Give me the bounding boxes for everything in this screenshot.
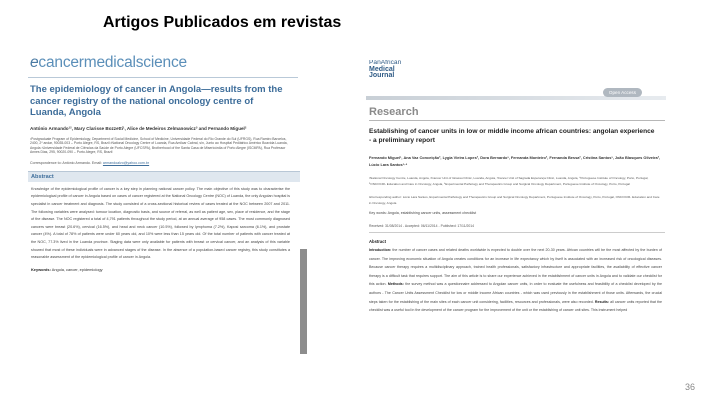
methods-text: the survey method was a questionnaire addressed to Angolan cancer units, in order to evaluate the usefulness and feasibility of a checklist developed by the authors - The Cancer Units Assessment Checklist for low or middle income African countries - which was used previously in the establishment of those units. Afterwards, the crucial steps taken for the establishing of the main sites of each cancer unit considering, facilities, resources and professionals, were also recorded. bbox=[369, 282, 662, 304]
logo-line-3: Journal bbox=[369, 72, 395, 80]
left-article-authors: António Armando¹², Mary Clarisse Bozzetti¹, Alice de Medeiros Zelmanowicz³ and Fernando Miguel² bbox=[30, 125, 247, 131]
dates-rule bbox=[369, 232, 665, 233]
left-article-correspondence bbox=[28, 161, 307, 166]
right-keywords: Key words: Angola, establishing cancer units, assessment checklist bbox=[369, 211, 477, 215]
page-number: 36 bbox=[685, 382, 696, 392]
left-abstract-heading: Abstract bbox=[28, 171, 300, 182]
keywords-value: Angola, cancer, epidemiology bbox=[51, 266, 103, 272]
logo-line-2: Medical bbox=[369, 65, 395, 73]
correspondence-label: Correspondence to: António Armando. Email: bbox=[30, 160, 102, 165]
methods-label: Methods: bbox=[387, 282, 404, 287]
results-text: all cancer units reported that the checklist was a useful tool in the development of the cancer program for the improvement of the unit or the establishing of cancer unit sites. This instrument helped bbox=[369, 299, 663, 313]
ecancer-journal-logo bbox=[28, 54, 307, 72]
header-rule bbox=[28, 77, 298, 78]
right-article-authors: Fernando Miguel¹, Ana Vaz Conceição², Lygia Vieira Lopes², Dora Bernardo³, Fernanda Monteiro², Fernanda Bessa², Cristina Santos³, João Blasques Oliveira², Lúcio Lara Santos¹·⁴ bbox=[369, 155, 661, 167]
intro-label: Introduction: bbox=[369, 248, 392, 252]
page-margin-bar bbox=[300, 249, 307, 354]
section-label: Research bbox=[369, 106, 419, 118]
results-label: Results: bbox=[594, 299, 610, 304]
left-keywords bbox=[28, 267, 307, 272]
journal-name: cancermedicalscience bbox=[38, 54, 187, 71]
right-dates: Received: 31/08/2014 - Accepted: 06/11/2014 - Published: 17/11/2014 bbox=[369, 224, 475, 228]
intro-text: the number of cancer cases and related deaths worldwide is expected to double over the next 20-30 years. African countries will be the most affected by the burden of cancer. The improving economic situation of Angola creates conditions for an increase in life expectancy which by itself is associated with an increased risk of oncological diseases. Because cancer therapy requires a multidisciplinary approach, trained health professionals, satisfactory infrastructure and appropriate facilities, the availability of effective cancer therapy is a difficult task that requires support. The aim of this article is to share our experience achieved in the establishment of cancer units in Angola and to validate our checklist for this action. bbox=[369, 248, 662, 287]
keywords-label: Keywords: bbox=[31, 266, 51, 272]
logo-line-1: PanAfrican bbox=[369, 60, 402, 66]
slide-title: Artigos Publicados em revistas bbox=[103, 14, 342, 31]
correspondence-email-link[interactable]: armandoalvo@yahoo.com.br bbox=[102, 160, 150, 165]
left-article-affiliations: ¹Postgraduate Program of Epidemiology, Department of Social Medicine, School of Medicine, Universidade Federal do Rio Grande do Sul (UFRGS), Rua Ramiro Barcelos, 2400, 2º andar, 90035-003 – Porto Alegre, RS, Brazil ²National Oncology Centre of Luanda, Rua Amilcar Cabral, s/n, Junto ao Hospital Pediátrico Américo Boavida Luanda, Angola ³Universidade Federal de Ciências da Saúde de Porto Alegre (UFCSPA), Brotherhood of the Santa Casa de Misericórdia of Porto Alegre (ISCMPA), Rua Professor Annes Dias, 295, 90020-090 – Porto Alegre, RS, Brazil bbox=[30, 136, 288, 155]
right-abstract-heading: Abstract bbox=[369, 239, 386, 244]
left-article-title: The epidemiology of cancer in Angola—results from the cancer registry of the national oncology centre of Luanda, Angola bbox=[30, 84, 283, 118]
right-article-affiliations: ¹National Oncology Centre, Luanda, Angola, ²Cancer Unit of Girassol Clinic, Luanda, Angola, ³Cancer Unit of Sagrada Esperança Clinic, Luanda, Angola, ⁴Portuguese Institute of Oncology, Porto, Portugal, ⁵ONCOCIR- Education and Care in Oncology, Angola, ⁶Experimental Pathology and Therapeutics Group and Surgical Oncology Department, Portuguese Institute of Oncology, Porto, Portugal bbox=[369, 176, 649, 187]
right-article-corresponding: &Corresponding author: Lúcio Lara Santos, Experimental Pathology and Therapeutics Group and Surgical Oncology Department, Portuguese Institute of Oncology, Porto, Portugal, ONCOCIR- Education and Care in Oncology, Angola bbox=[369, 194, 660, 205]
journal-prefix: e bbox=[30, 54, 39, 71]
right-abstract-text bbox=[366, 246, 662, 315]
left-abstract-text: Knowledge of the epidemiological profile of cancer is a key step in planning national cancer policy. The main objective of this study was to characterise the epidemiological profile of cancer in Angola based on cases of cancer registered at the National Oncology Centre (NOC) of Luanda, the only Angolan hospital is specialist in cancer treatment and diagnosis. The study consisted of a cross-sectional historical review of cases treated at the NOC between 2007 and 2011. The following variables were analysed: tumour location, diagnostic basis, and source of referral, as well as patient age, sex, place of residence, and the stage of the disease. The NOC registered a total of 4,791 patients throughout the study period, at an annual average of 958 cases. The most commonly diagnosed cancers were breast (20.6%), cervical (16.5%), and head and neck cancer (10.5%), followed by lymphoma (7.2%), Kaposi sarcoma (6.1%), and prostate cancer (4%). A total of 78% of patients were under 60 years old, and 10% were less than 15 years old. Of the total number of patients with cancer treated at the NOC, 77.3% lived in the Luanda province. Staging data were only available for patients with breast or cervical cancer, and an analysis of this variable showed that most of these individuals were in advanced stages of the disease. In the absence of a population-based cancer registry, this study constitutes a reasonable assessment of the epidemiological profile of cancer in Angola. bbox=[31, 186, 290, 260]
right-article-title: Establishing of cancer units in low or middle income african countries: angolan experience - a preliminary report bbox=[369, 128, 655, 144]
right-article-page bbox=[366, 60, 670, 380]
open-access-badge: Open Access bbox=[603, 88, 642, 97]
right-article-header bbox=[366, 60, 670, 106]
panafrican-journal-logo bbox=[369, 60, 401, 80]
left-article-page bbox=[28, 54, 307, 354]
section-rule bbox=[369, 120, 665, 121]
